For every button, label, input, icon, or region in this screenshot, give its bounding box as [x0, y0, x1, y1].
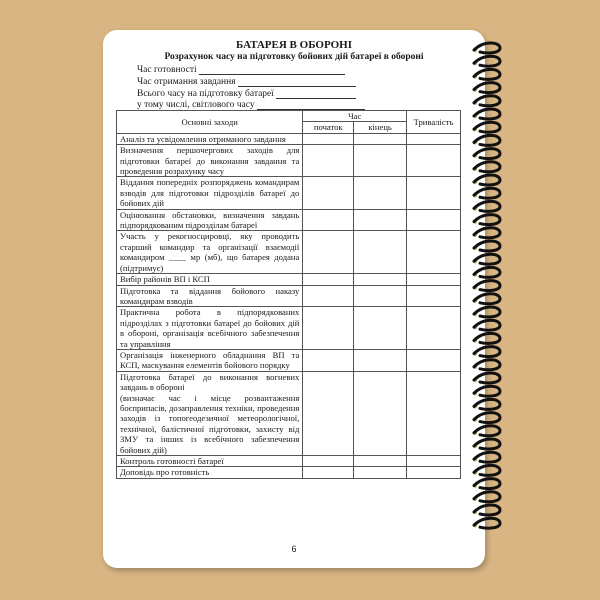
start-cell[interactable] [303, 307, 354, 350]
spiral-ring [474, 413, 500, 423]
spiral-ring [474, 452, 500, 462]
duration-cell[interactable] [407, 274, 461, 285]
spiral-ring [474, 281, 500, 291]
spiral-ring [474, 149, 500, 159]
spiral-ring [474, 492, 500, 502]
end-cell[interactable] [354, 133, 407, 144]
field-task-received-time [137, 77, 356, 87]
duration-cell[interactable] [407, 307, 461, 350]
field-daylight-time [137, 100, 365, 110]
start-cell[interactable] [303, 133, 354, 144]
spiral-ring [474, 373, 500, 383]
spiral-ring [474, 83, 500, 93]
duration-cell[interactable] [407, 209, 461, 231]
field-label: Час готовності [137, 65, 197, 75]
spiral-ring [474, 69, 500, 79]
end-cell[interactable] [354, 177, 407, 209]
table-row [117, 133, 461, 144]
task-cell [117, 371, 303, 455]
spiral-ring [474, 465, 500, 475]
task-text: Підготовка батареї до виконання вогневих завдань в обороні [120, 371, 300, 393]
end-cell[interactable] [354, 467, 407, 478]
task-cell: Участь у рекогносцировці, яку проводить старший командир та організації взаємодії командиром ____ мр (мб), що батарея додана (підтримує) [117, 231, 303, 274]
spiral-ring [474, 109, 500, 119]
start-cell[interactable] [303, 349, 354, 371]
end-cell[interactable] [354, 145, 407, 177]
spiral-ring [474, 399, 500, 409]
spiral-ring [474, 254, 500, 264]
spiral-ring [474, 386, 500, 396]
spiral-ring [474, 96, 500, 106]
start-cell[interactable] [303, 231, 354, 274]
start-cell[interactable] [303, 177, 354, 209]
start-cell[interactable] [303, 456, 354, 467]
header-duration: Тривалість [407, 111, 461, 134]
duration-cell[interactable] [407, 133, 461, 144]
start-cell[interactable] [303, 209, 354, 231]
spiral-ring [474, 518, 500, 528]
field-label: Всього часу на підготовку батареї [137, 89, 274, 99]
spiral-ring [474, 294, 500, 304]
end-cell[interactable] [354, 307, 407, 350]
duration-cell[interactable] [407, 349, 461, 371]
spiral-ring [474, 43, 500, 53]
spiral-ring [474, 479, 500, 489]
task-cell: Вибір районів ВП і КСП [117, 274, 303, 285]
spiral-ring [474, 175, 500, 185]
spiral-ring [474, 439, 500, 449]
task-cell: Доповідь про готовність [117, 467, 303, 478]
table-row [117, 209, 461, 231]
spiral-ring [474, 135, 500, 145]
duration-cell[interactable] [407, 177, 461, 209]
start-cell[interactable] [303, 274, 354, 285]
table-row [117, 177, 461, 209]
spiral-ring [474, 188, 500, 198]
spiral-ring [474, 56, 500, 66]
header-end: кінець [354, 122, 407, 133]
table-row [117, 274, 461, 285]
spiral-ring [474, 228, 500, 238]
task-note: (визначає час і місце розвантаження боєприпасів, дозаправлення техніки, проведення заходів із топогеодезичної метеорологічної, технічної, балістичної підготовки, захисту від ЗМУ та інших із всебічного забезпечення бойових дій) [120, 392, 300, 455]
end-cell[interactable] [354, 371, 407, 455]
table-row [117, 145, 461, 177]
spiral-ring [474, 162, 500, 172]
spiral-ring [474, 201, 500, 211]
table-header-row [117, 111, 461, 122]
table-row [117, 285, 461, 307]
field-label: у тому числі, світлового часу [137, 100, 255, 110]
start-cell[interactable] [303, 371, 354, 455]
task-cell: Оцінювання обстановки, визначення завдань підпорядкованим підрозділам батареї [117, 209, 303, 231]
header-task: Основні заходи [117, 111, 303, 134]
task-cell: Аналіз та усвідомлення отриманого завдання [117, 133, 303, 144]
end-cell[interactable] [354, 349, 407, 371]
page-title: БАТАРЕЯ В ОБОРОНІ [235, 39, 353, 51]
field-label: Час отримання завдання [137, 77, 236, 87]
duration-cell[interactable] [407, 285, 461, 307]
end-cell[interactable] [354, 285, 407, 307]
field-total-prep-time [137, 89, 356, 99]
duration-cell[interactable] [407, 456, 461, 467]
table-row [117, 349, 461, 371]
fill-line [238, 77, 356, 87]
end-cell[interactable] [354, 456, 407, 467]
spiral-ring [474, 426, 500, 436]
page-subtitle: Розрахунок часу на підготовку бойових дій батареї в обороні [164, 52, 424, 62]
fill-line [257, 100, 365, 110]
start-cell[interactable] [303, 145, 354, 177]
task-cell: Організація інженерного обладнання ВП та КСП, маскування елементів бойового порядку [117, 349, 303, 371]
task-cell: Визначення першочергових заходів для підготовки батареї до виконання завдання та проведення розрахунку часу [117, 145, 303, 177]
duration-cell[interactable] [407, 371, 461, 455]
duration-cell[interactable] [407, 467, 461, 478]
end-cell[interactable] [354, 209, 407, 231]
spiral-ring [474, 333, 500, 343]
duration-cell[interactable] [407, 231, 461, 274]
spiral-ring [474, 267, 500, 277]
time-calculation-table [116, 110, 461, 479]
duration-cell[interactable] [407, 145, 461, 177]
spiral-ring [474, 360, 500, 370]
field-readiness-time [137, 65, 345, 75]
spiral-binding [470, 38, 520, 538]
table-row [117, 456, 461, 467]
spiral-ring [474, 122, 500, 132]
task-cell: Віддання попередніх розпоряджень командирам взводів для підготовки підрозділів батареї до бойових дій [117, 177, 303, 209]
spiral-ring [474, 347, 500, 357]
spiral-ring [474, 320, 500, 330]
table-row [117, 371, 461, 455]
spiral-ring [474, 215, 500, 225]
fill-line [276, 89, 356, 99]
task-cell: Практична робота в підпорядкованих підрозділах з підготовки батареї до бойових дій в обороні, організація всебічного забезпечення та управління [117, 307, 303, 350]
spiral-ring [474, 241, 500, 251]
header-time: Час [303, 111, 407, 122]
table-row [117, 231, 461, 274]
table-row [117, 467, 461, 478]
page-number: 6 [291, 544, 297, 554]
start-cell[interactable] [303, 285, 354, 307]
notebook-page [103, 30, 485, 568]
task-cell: Контроль готовності батареї [117, 456, 303, 467]
spiral-ring [474, 307, 500, 317]
end-cell[interactable] [354, 231, 407, 274]
spiral-ring [474, 505, 500, 515]
start-cell[interactable] [303, 467, 354, 478]
fill-line [199, 65, 345, 75]
table-row [117, 307, 461, 350]
end-cell[interactable] [354, 274, 407, 285]
header-start: початок [303, 122, 354, 133]
task-cell: Підготовка та віддання бойового наказу командирам взводів [117, 285, 303, 307]
